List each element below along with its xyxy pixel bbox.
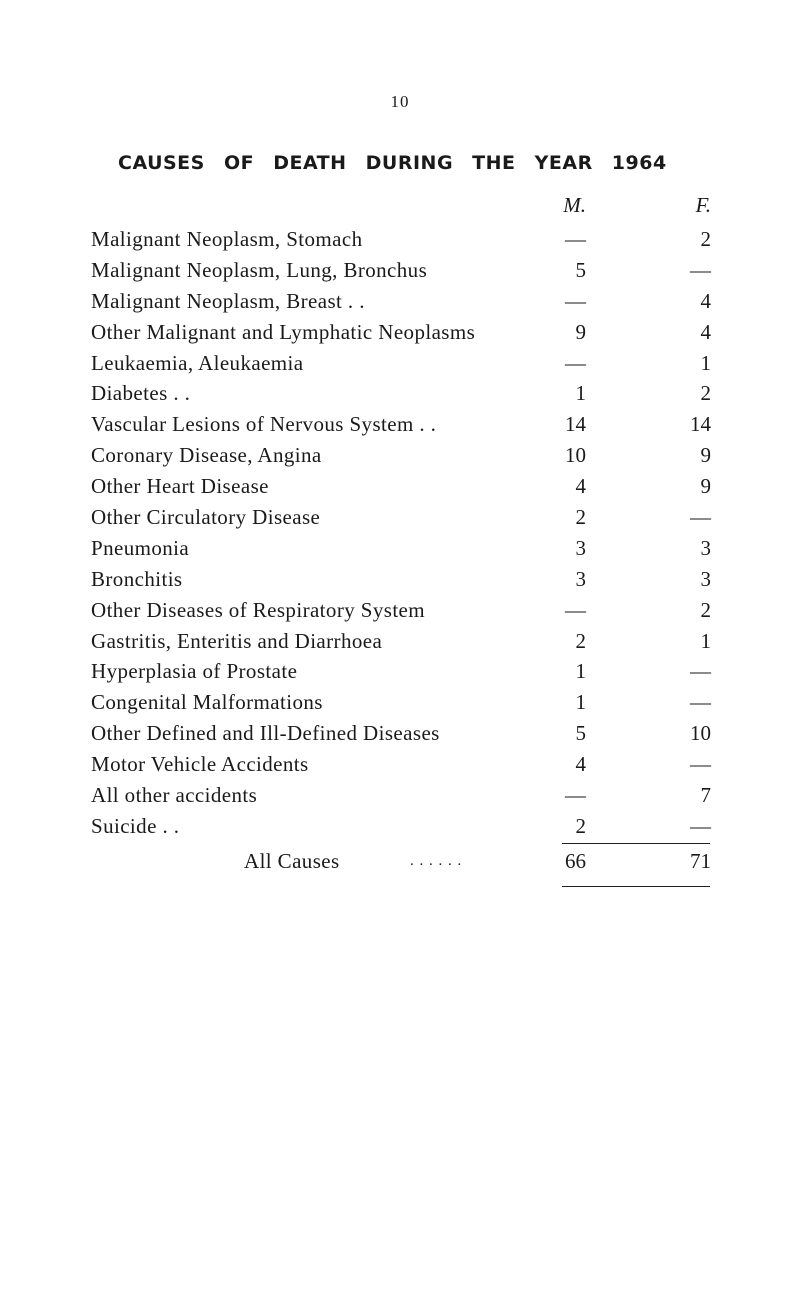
male-count: 2 [575,628,586,653]
table-row [0,348,800,379]
cause-label: Pneumonia [91,535,190,560]
total-row [0,846,800,878]
cause-label: Malignant Neoplasm, Stomach [91,227,363,251]
female-count: 14 [690,412,711,437]
table-row [0,811,800,842]
cause-label: All other accidents [91,783,258,808]
male-count: 2 [575,505,586,530]
female-count: 2 [700,381,711,406]
cause-label: Gastritis, Enteritis and Diarrhoea [91,628,383,653]
female-count: — [690,659,711,684]
female-count: 2 [700,597,711,622]
table-row [0,533,800,564]
female-count: — [690,690,711,715]
total-label: All Causes [244,849,340,873]
male-count: — [565,288,586,313]
table-row [0,440,800,471]
total-female: 71 [690,849,711,873]
female-count: 3 [700,535,711,560]
table-row [0,626,800,657]
cause-label: Other Defined and Ill-Defined Diseases [91,721,440,746]
male-count: 2 [575,813,586,838]
male-count: 10 [565,443,586,468]
table-row [0,780,800,811]
table-title: CAUSES OF DEATH DURING THE YEAR 1964 [118,152,667,174]
total-male: 66 [565,849,586,873]
male-count: 3 [575,566,586,591]
male-count: 4 [575,752,586,777]
table-row [0,687,800,718]
cause-label: Suicide . . [91,813,180,838]
table-row [0,286,800,317]
page-number: 10 [390,92,410,111]
cause-label: Malignant Neoplasm, Lung, Bronchus [91,257,428,282]
cause-label: Other Diseases of Respiratory System [91,597,426,622]
male-count: 5 [575,257,586,282]
leader-dots: . . . . . . [410,853,463,869]
table-row [0,409,800,440]
table-row [0,595,800,626]
female-count: — [690,752,711,777]
male-count: 14 [565,412,586,437]
male-count: 1 [575,690,586,715]
male-count: 4 [575,474,586,499]
female-count: — [690,257,711,282]
table-row [0,656,800,687]
female-count: 7 [700,783,711,808]
female-count: 10 [690,721,711,746]
cause-label: Other Heart Disease [91,474,269,499]
cause-label: Other Malignant and Lymphatic Neoplasms [91,319,476,344]
cause-label: Hyperplasia of Prostate [91,659,298,684]
table-row [0,749,800,780]
column-header-female: F. [695,193,711,217]
cause-label: Leukaemia, Aleukaemia [91,350,304,375]
female-count: 9 [700,474,711,499]
cause-label: Diabetes . . [91,381,191,406]
cause-label: Malignant Neoplasm, Breast . . [91,288,365,313]
cause-label: Bronchitis [91,566,183,591]
table-row [0,378,800,409]
female-count: 4 [700,319,711,344]
male-count: — [565,783,586,808]
male-count: — [565,227,586,251]
female-count: 9 [700,443,711,468]
cause-label: Congenital Malformations [91,690,323,715]
total-rule-top [562,843,710,844]
male-count: 3 [575,535,586,560]
male-count: 5 [575,721,586,746]
table-row [0,718,800,749]
male-count: 9 [575,319,586,344]
total-rule-bottom [562,886,710,887]
column-header-male: M. [563,193,586,217]
table-row [0,255,800,286]
female-count: 1 [700,628,711,653]
female-count: 1 [700,350,711,375]
female-count: 3 [700,566,711,591]
table-row [0,471,800,502]
male-count: — [565,597,586,622]
table-row [0,564,800,595]
cause-label: Vascular Lesions of Nervous System . . [91,412,437,437]
female-count: 4 [700,288,711,313]
female-count: — [690,813,711,838]
male-count: 1 [575,381,586,406]
table-row [0,317,800,348]
female-count: 2 [700,227,711,251]
cause-label: Motor Vehicle Accidents [91,752,309,777]
female-count: — [690,505,711,530]
cause-label: Other Circulatory Disease [91,505,321,530]
male-count: 1 [575,659,586,684]
table-row [0,224,800,255]
causes-table [0,224,800,842]
male-count: — [565,350,586,375]
table-row [0,502,800,533]
cause-label: Coronary Disease, Angina [91,443,322,468]
